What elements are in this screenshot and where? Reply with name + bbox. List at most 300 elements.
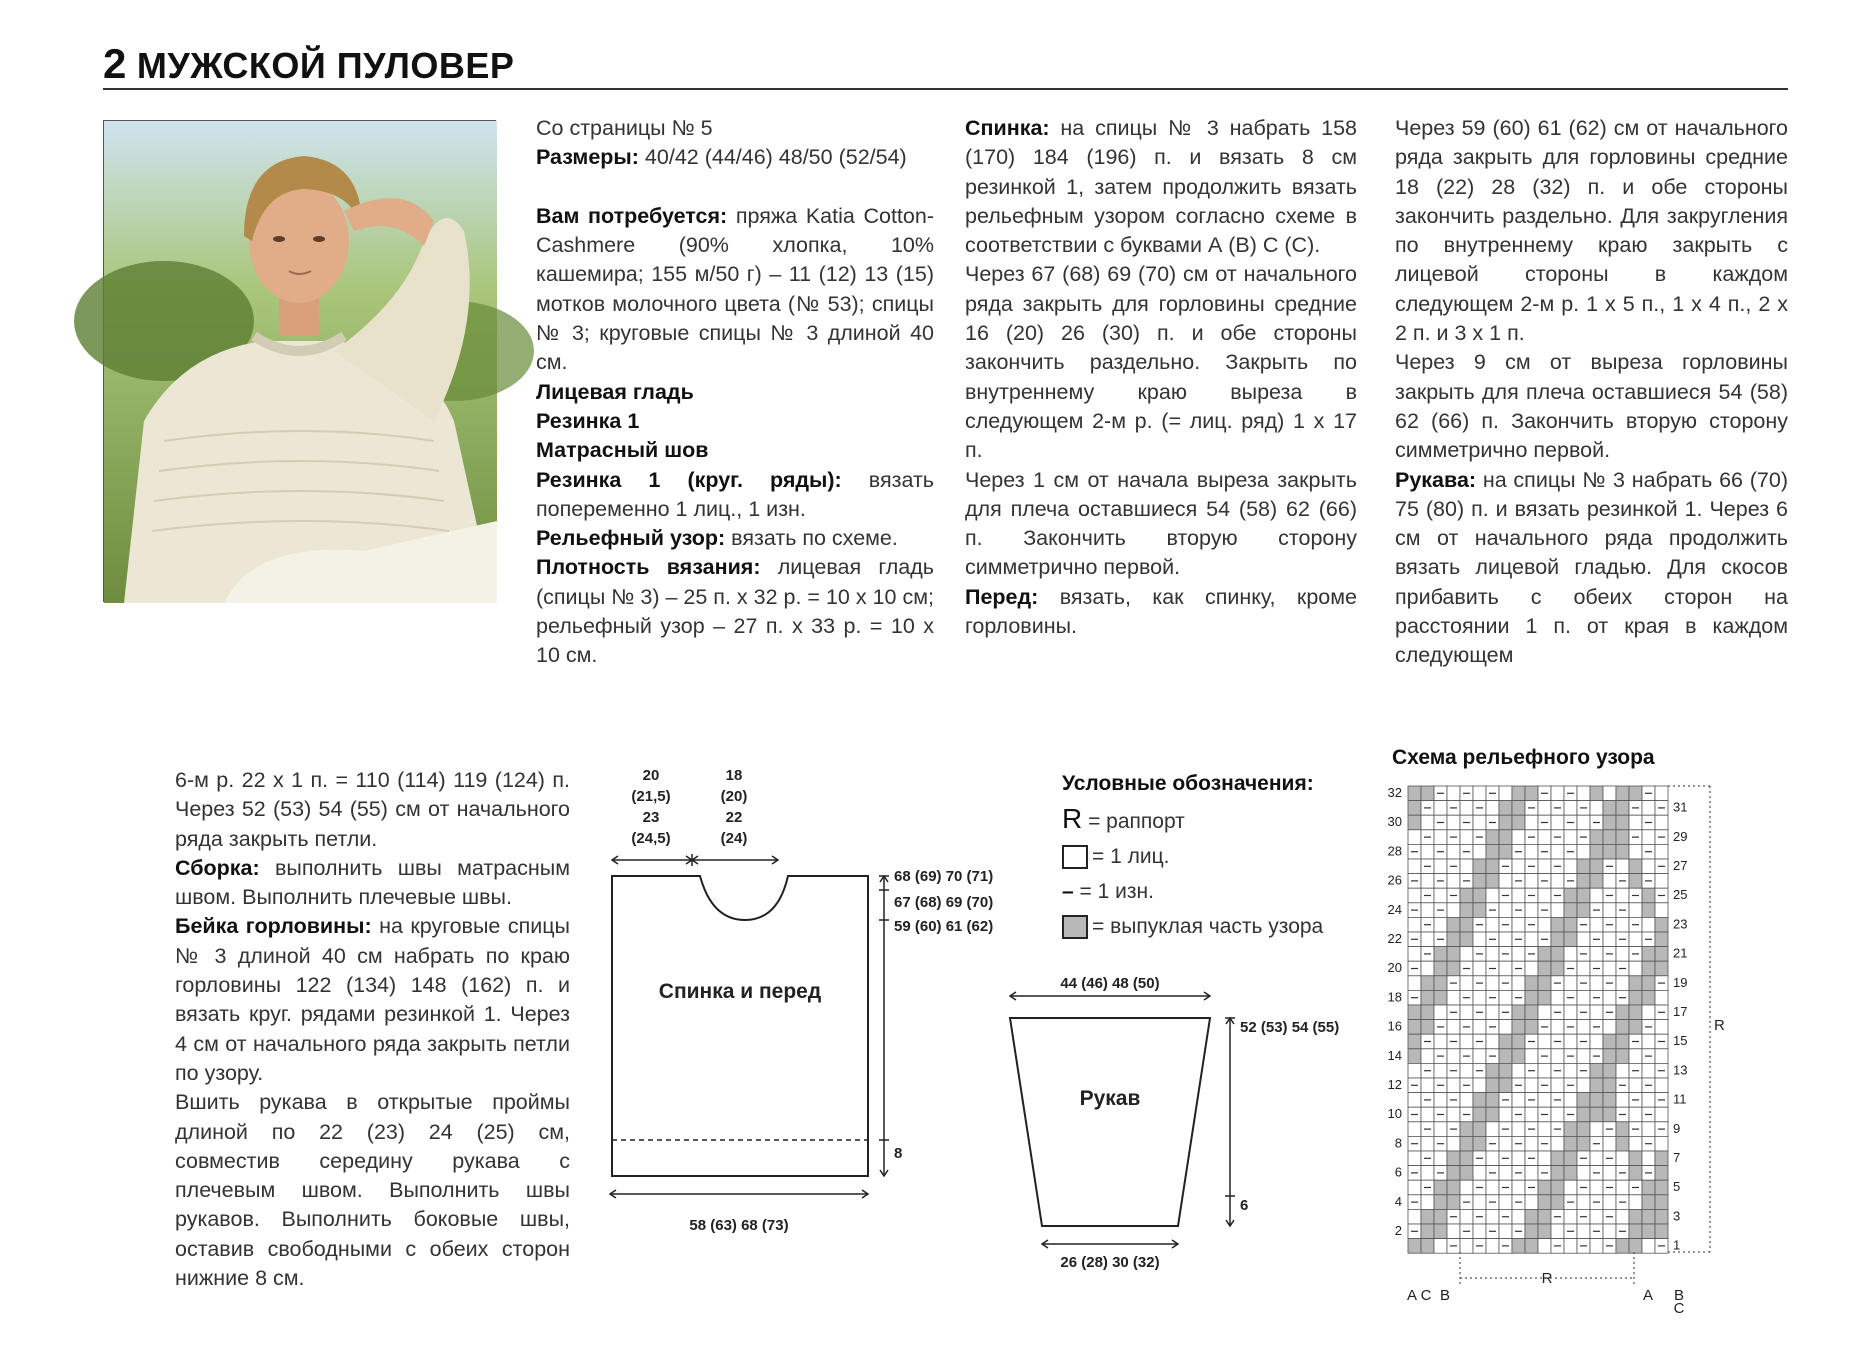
- chart-cell: [1447, 961, 1460, 976]
- chart-cell: [1616, 1122, 1629, 1137]
- chart-cell: [1577, 844, 1590, 859]
- chart-cell: [1525, 990, 1538, 1005]
- chart-cell: [1564, 976, 1577, 991]
- chart-cell: [1408, 1005, 1421, 1020]
- chart-cell: [1577, 1093, 1590, 1108]
- chart-cell: [1460, 1180, 1473, 1195]
- chart-cell: [1421, 1005, 1434, 1020]
- chart-cell: [1473, 1166, 1486, 1181]
- chart-cell: [1551, 917, 1564, 932]
- chart-cell: [1421, 961, 1434, 976]
- chart-cell: [1642, 1209, 1655, 1224]
- chart-cell: [1408, 786, 1421, 801]
- chart-cell: [1655, 1209, 1668, 1224]
- chart-row-label-left: 8: [1394, 1135, 1402, 1151]
- chart-bottom-c2: С: [1673, 1300, 1685, 1317]
- chart-cell: [1447, 917, 1460, 932]
- chart-cell: [1486, 1063, 1499, 1078]
- chart-cell: [1499, 1166, 1512, 1181]
- chart-cell: [1512, 1093, 1525, 1108]
- chart-cell: [1590, 976, 1603, 991]
- chart-cell: [1499, 786, 1512, 801]
- chart-cell: [1603, 1195, 1616, 1210]
- text-column-1: [536, 114, 934, 671]
- chart-cell: [1655, 844, 1668, 859]
- chart-cell: [1421, 1049, 1434, 1064]
- chart-cell: [1473, 1020, 1486, 1035]
- chart-cell: [1460, 903, 1473, 918]
- chart-cell: [1486, 1239, 1499, 1254]
- chart-cell: [1512, 1239, 1525, 1254]
- legend: [1062, 766, 1382, 944]
- chart-cell: [1460, 801, 1473, 816]
- chart-row-label-left: 10: [1387, 1106, 1402, 1122]
- chart-cell: [1577, 1166, 1590, 1181]
- chart-cell: [1512, 801, 1525, 816]
- chart-cell: [1616, 888, 1629, 903]
- chart-cell: [1603, 903, 1616, 918]
- col1-p6: Матрасный шов: [536, 438, 709, 463]
- chart-cell: [1486, 1005, 1499, 1020]
- chart-bottom-c1: С: [1420, 1287, 1432, 1304]
- chart-cell: [1447, 947, 1460, 962]
- chart-cell: [1538, 1005, 1551, 1020]
- sleeve-top-width: 44 (46) 48 (50): [1060, 975, 1160, 992]
- chart-cell: [1421, 1239, 1434, 1254]
- chart-cell: [1551, 1107, 1564, 1122]
- chart-cell: [1642, 961, 1655, 976]
- col4-p0: 6-м р. 22 х 1 п. = 110 (114) 119 (124) п. Через 52 (53) 54 (55) см от начального ряда закрыть петли.: [175, 768, 570, 851]
- chart-cell: [1577, 859, 1590, 874]
- chart-row-label-right: 9: [1673, 1120, 1681, 1136]
- chart-cell: [1603, 1078, 1616, 1093]
- chart-cell: [1616, 815, 1629, 830]
- chart-cell: [1447, 932, 1460, 947]
- chart-cell: [1512, 859, 1525, 874]
- chart-cell: [1408, 976, 1421, 991]
- chart-cell: [1460, 1136, 1473, 1151]
- chart-cell: [1473, 874, 1486, 889]
- chart-cell: [1525, 1209, 1538, 1224]
- chart-cell: [1421, 976, 1434, 991]
- chart-cell: [1473, 844, 1486, 859]
- chart-cell: [1603, 1034, 1616, 1049]
- chart-cell: [1616, 1136, 1629, 1151]
- chart-cell: [1512, 1063, 1525, 1078]
- chart-cell: [1655, 1020, 1668, 1035]
- chart-cell: [1590, 1107, 1603, 1122]
- chart-cell: [1486, 1107, 1499, 1122]
- chart-cell: [1473, 1224, 1486, 1239]
- chart-cell: [1538, 990, 1551, 1005]
- chart-cell: [1460, 917, 1473, 932]
- chart-cell: [1616, 830, 1629, 845]
- chart-cell: [1629, 1005, 1642, 1020]
- stitch-chart: [1380, 780, 1725, 1317]
- chart-cell: [1564, 917, 1577, 932]
- chart-cell: [1603, 961, 1616, 976]
- chart-cell: [1642, 947, 1655, 962]
- chart-cell: [1447, 1195, 1460, 1210]
- chart-cell: [1616, 786, 1629, 801]
- chart-cell: [1564, 1151, 1577, 1166]
- chart-cell: [1551, 786, 1564, 801]
- chart-cell: [1473, 1049, 1486, 1064]
- chart-cell: [1525, 874, 1538, 889]
- chart-cell: [1642, 903, 1655, 918]
- chart-cell: [1603, 844, 1616, 859]
- chart-cell: [1590, 801, 1603, 816]
- sleeve-schematic: [1000, 976, 1340, 1276]
- chart-cell: [1629, 786, 1642, 801]
- chart-cell: [1616, 801, 1629, 816]
- chart-cell: [1473, 990, 1486, 1005]
- chart-cell: [1447, 1107, 1460, 1122]
- repeat-vertical-label: R: [1714, 1017, 1725, 1034]
- chart-cell: [1460, 1239, 1473, 1254]
- chart-cell: [1486, 874, 1499, 889]
- chart-cell: [1603, 1224, 1616, 1239]
- chart-cell: [1551, 1180, 1564, 1195]
- chart-row-label-right: 19: [1673, 974, 1688, 990]
- chart-cell: [1603, 830, 1616, 845]
- chart-row-label-left: 14: [1387, 1047, 1402, 1063]
- chart-bottom-repeat: R: [1541, 1270, 1553, 1287]
- chart-cell: [1655, 903, 1668, 918]
- col4-p1: Сборка: выполнить швы матрасным швом. Выполнить плечевые швы.: [175, 855, 570, 910]
- chart-cell: [1590, 844, 1603, 859]
- chart-cell: [1525, 1136, 1538, 1151]
- chart-row-label-left: 18: [1387, 989, 1402, 1005]
- chart-bottom-a1: А: [1406, 1287, 1418, 1304]
- chart-cell: [1486, 888, 1499, 903]
- chart-cell: [1473, 961, 1486, 976]
- chart-cell: [1408, 947, 1421, 962]
- chart-cell: [1447, 786, 1460, 801]
- chart-cell: [1499, 903, 1512, 918]
- col2-p1: Через 67 (68) 69 (70) см от начального ряда закрыть для горловины средние 16 (20) 26 (30) п. и обе стороны закончить раздельно. Закрыть по внутреннему краю выреза в следующем 2-м р. (= лиц. ряд) 1 х 17 п.: [965, 262, 1357, 463]
- chart-cell: [1486, 1093, 1499, 1108]
- chart-cell: [1525, 903, 1538, 918]
- text-column-3: [1395, 114, 1788, 671]
- chart-cell: [1629, 844, 1642, 859]
- chart-cell: [1616, 859, 1629, 874]
- chart-cell: [1564, 801, 1577, 816]
- chart-cell: [1642, 1093, 1655, 1108]
- chart-cell: [1421, 1136, 1434, 1151]
- chart-cell: [1408, 1049, 1421, 1064]
- chart-row-label-left: 30: [1387, 814, 1402, 830]
- legend-repeat-symbol: R: [1062, 803, 1083, 834]
- chart-cell: [1447, 815, 1460, 830]
- chart-cell: [1590, 1122, 1603, 1137]
- chart-cell: [1486, 844, 1499, 859]
- chart-cell: [1421, 1166, 1434, 1181]
- chart-cell: [1603, 1166, 1616, 1181]
- chart-cell: [1434, 1005, 1447, 1020]
- chart-cell: [1551, 990, 1564, 1005]
- chart-cell: [1512, 947, 1525, 962]
- chart-row-label-right: 3: [1673, 1208, 1681, 1224]
- chart-cell: [1499, 1136, 1512, 1151]
- chart-cell: [1538, 801, 1551, 816]
- chart-cell: [1564, 888, 1577, 903]
- chart-cell: [1512, 1049, 1525, 1064]
- chart-cell: [1629, 976, 1642, 991]
- chart-cell: [1525, 815, 1538, 830]
- chart-cell: [1642, 1034, 1655, 1049]
- chart-cell: [1590, 1078, 1603, 1093]
- chart-cell: [1603, 786, 1616, 801]
- chart-cell: [1577, 932, 1590, 947]
- chart-cell: [1408, 859, 1421, 874]
- chart-cell: [1434, 990, 1447, 1005]
- chart-cell: [1473, 1122, 1486, 1137]
- chart-cell: [1642, 1239, 1655, 1254]
- chart-cell: [1629, 1136, 1642, 1151]
- chart-cell: [1590, 917, 1603, 932]
- body-schematic: [600, 760, 1020, 1234]
- chart-cell: [1486, 859, 1499, 874]
- chart-cell: [1434, 830, 1447, 845]
- chart-cell: [1408, 1151, 1421, 1166]
- chart-cell: [1603, 1093, 1616, 1108]
- pattern-number: 2: [103, 40, 127, 87]
- chart-cell: [1434, 917, 1447, 932]
- chart-cell: [1616, 1151, 1629, 1166]
- chart-cell: [1473, 1078, 1486, 1093]
- col3-p2: Рукава: на спицы № 3 набрать 66 (70) 75 (80) п. и вязать резинкой 1. Через 6 см от начального ряда продолжить вязать лицевой гладью. Для скосов прибавить с обеих сторон на расстоянии 1 п. от края в каждом следующем: [1395, 467, 1788, 668]
- chart-cell: [1473, 1195, 1486, 1210]
- chart-cell: [1460, 1166, 1473, 1181]
- chart-grid: [1408, 786, 1668, 1253]
- chart-cell: [1629, 1224, 1642, 1239]
- chart-row-label-left: 32: [1387, 785, 1402, 800]
- chart-cell: [1460, 976, 1473, 991]
- chart-cell: [1512, 1151, 1525, 1166]
- chart-row-label-right: 13: [1673, 1062, 1688, 1078]
- chart-cell: [1421, 903, 1434, 918]
- chart-cell: [1421, 990, 1434, 1005]
- chart-cell: [1603, 1049, 1616, 1064]
- chart-cell: [1408, 1180, 1421, 1195]
- chart-cell: [1603, 1063, 1616, 1078]
- col1-p9: Плотность вязания: лицевая гладь (спицы № 3) – 25 п. х 32 р. = 10 х 10 см; рельефный узор – 27 п. х 33 р. = 10 х 10 см.: [536, 555, 934, 668]
- chart-cell: [1538, 976, 1551, 991]
- chart-cell: [1642, 830, 1655, 845]
- chart-cell: [1447, 1224, 1460, 1239]
- chart-cell: [1590, 786, 1603, 801]
- chart-cell: [1499, 932, 1512, 947]
- legend-title: Условные обозначения:: [1062, 772, 1314, 795]
- chart-cell: [1499, 1195, 1512, 1210]
- chart-cell: [1538, 888, 1551, 903]
- chart-cell: [1434, 961, 1447, 976]
- chart-cell: [1642, 859, 1655, 874]
- chart-row-label-right: 5: [1673, 1179, 1681, 1195]
- chart-cell: [1590, 947, 1603, 962]
- chart-cell: [1421, 1195, 1434, 1210]
- chart-cell: [1564, 859, 1577, 874]
- chart-cell: [1486, 1034, 1499, 1049]
- chart-cell: [1421, 1078, 1434, 1093]
- chart-cell: [1551, 961, 1564, 976]
- chart-cell: [1629, 1239, 1642, 1254]
- chart-cell: [1538, 830, 1551, 845]
- chart-cell: [1551, 874, 1564, 889]
- chart-cell: [1616, 1005, 1629, 1020]
- chart-cell: [1551, 1151, 1564, 1166]
- chart-cell: [1590, 1063, 1603, 1078]
- chart-cell: [1590, 888, 1603, 903]
- chart-row-label-left: 22: [1387, 931, 1402, 946]
- chart-cell: [1590, 1034, 1603, 1049]
- chart-cell: [1447, 844, 1460, 859]
- chart-cell: [1538, 1122, 1551, 1137]
- chart-cell: [1421, 815, 1434, 830]
- chart-cell: [1408, 1093, 1421, 1108]
- chart-cell: [1629, 815, 1642, 830]
- chart-cell: [1616, 1020, 1629, 1035]
- chart-cell: [1577, 961, 1590, 976]
- chart-cell: [1421, 1107, 1434, 1122]
- chart-cell: [1499, 1020, 1512, 1035]
- page-title: [103, 40, 514, 88]
- chart-cell: [1499, 1224, 1512, 1239]
- chart-cell: [1473, 815, 1486, 830]
- chart-cell: [1447, 1151, 1460, 1166]
- col1-p0: Со страницы № 5: [536, 116, 713, 140]
- body-rib-height: 8: [894, 1145, 903, 1162]
- chart-cell: [1642, 801, 1655, 816]
- chart-cell: [1512, 1005, 1525, 1020]
- chart-cell: [1460, 888, 1473, 903]
- chart-cell: [1486, 1209, 1499, 1224]
- chart-cell: [1486, 830, 1499, 845]
- chart-cell: [1655, 990, 1668, 1005]
- chart-cell: [1460, 859, 1473, 874]
- chart-cell: [1590, 1151, 1603, 1166]
- chart-cell: [1577, 990, 1590, 1005]
- chart-cell: [1499, 961, 1512, 976]
- chart-cell: [1564, 1093, 1577, 1108]
- chart-row-label-right: 23: [1673, 916, 1688, 932]
- chart-cell: [1655, 815, 1668, 830]
- chart-cell: [1603, 874, 1616, 889]
- chart-cell: [1655, 874, 1668, 889]
- chart-cell: [1447, 1180, 1460, 1195]
- chart-cell: [1447, 1020, 1460, 1035]
- chart-cell: [1499, 1034, 1512, 1049]
- chart-cell: [1642, 1151, 1655, 1166]
- chart-cell: [1525, 1224, 1538, 1239]
- chart-cell: [1551, 815, 1564, 830]
- chart-cell: [1499, 990, 1512, 1005]
- legend-item-knit: = 1 лиц.: [1062, 839, 1382, 874]
- chart-cell: [1460, 1151, 1473, 1166]
- col1-p2: [536, 173, 934, 202]
- chart-cell: [1499, 1107, 1512, 1122]
- chart-cell: [1603, 990, 1616, 1005]
- chart-cell: [1447, 1049, 1460, 1064]
- chart-cell: [1486, 1180, 1499, 1195]
- chart-cell: [1642, 976, 1655, 991]
- chart-cell: [1434, 801, 1447, 816]
- body-height-shoulder: 67 (68) 69 (70): [894, 894, 994, 911]
- chart-cell: [1655, 1195, 1668, 1210]
- chart-cell: [1512, 1020, 1525, 1035]
- chart-row-label-left: 26: [1387, 872, 1402, 888]
- chart-row-label-left: 24: [1387, 901, 1402, 917]
- chart-cell: [1499, 1078, 1512, 1093]
- chart-cell: [1629, 961, 1642, 976]
- chart-cell: [1564, 1063, 1577, 1078]
- chart-cell: [1408, 1034, 1421, 1049]
- chart-cell: [1525, 786, 1538, 801]
- chart-cell: [1434, 1063, 1447, 1078]
- chart-cell: [1616, 947, 1629, 962]
- chart-cell: [1564, 1180, 1577, 1195]
- chart-cell: [1538, 917, 1551, 932]
- chart-row-label-left: 16: [1387, 1018, 1402, 1034]
- chart-cell: [1616, 1180, 1629, 1195]
- raised-square-icon: [1062, 915, 1088, 939]
- chart-cell: [1525, 844, 1538, 859]
- chart-cell: [1408, 1063, 1421, 1078]
- chart-cell: [1408, 1239, 1421, 1254]
- col1-p8: Рельефный узор: вязать по схеме.: [536, 526, 898, 551]
- chart-row-label-right: 31: [1673, 799, 1688, 815]
- body-top-right-1: 18: [725, 767, 743, 784]
- chart-cell: [1642, 1063, 1655, 1078]
- chart-cell: [1421, 844, 1434, 859]
- chart-cell: [1512, 917, 1525, 932]
- chart-cell: [1590, 1180, 1603, 1195]
- chart-row-label-right: 7: [1673, 1150, 1681, 1165]
- chart-cell: [1408, 1209, 1421, 1224]
- chart-cell: [1590, 1005, 1603, 1020]
- chart-cell: [1538, 1209, 1551, 1224]
- chart-cell: [1499, 1049, 1512, 1064]
- chart-title: Схема рельефного узора: [1392, 746, 1655, 769]
- chart-cell: [1551, 1136, 1564, 1151]
- legend-item-purl: – = 1 изн.: [1062, 880, 1154, 903]
- chart-cell: [1551, 1166, 1564, 1181]
- chart-row-label-right: 17: [1673, 1004, 1688, 1019]
- chart-row-label-right: 11: [1673, 1091, 1687, 1107]
- chart-cell: [1629, 932, 1642, 947]
- chart-cell: [1655, 961, 1668, 976]
- chart-cell: [1655, 1166, 1668, 1181]
- chart-cell: [1564, 1122, 1577, 1137]
- chart-cell: [1655, 932, 1668, 947]
- chart-cell: [1512, 1180, 1525, 1195]
- chart-cell: [1590, 830, 1603, 845]
- chart-cell: [1577, 1020, 1590, 1035]
- chart-cell: [1434, 859, 1447, 874]
- chart-cell: [1551, 1195, 1564, 1210]
- chart-cell: [1447, 874, 1460, 889]
- pattern-title: МУЖСКОЙ ПУЛОВЕР: [136, 45, 515, 86]
- chart-cell: [1538, 961, 1551, 976]
- chart-cell: [1629, 874, 1642, 889]
- chart-bottom-a2: А: [1642, 1287, 1654, 1304]
- chart-cell: [1434, 1151, 1447, 1166]
- chart-cell: [1629, 1078, 1642, 1093]
- chart-cell: [1577, 1195, 1590, 1210]
- chart-cell: [1577, 1107, 1590, 1122]
- chart-cell: [1499, 844, 1512, 859]
